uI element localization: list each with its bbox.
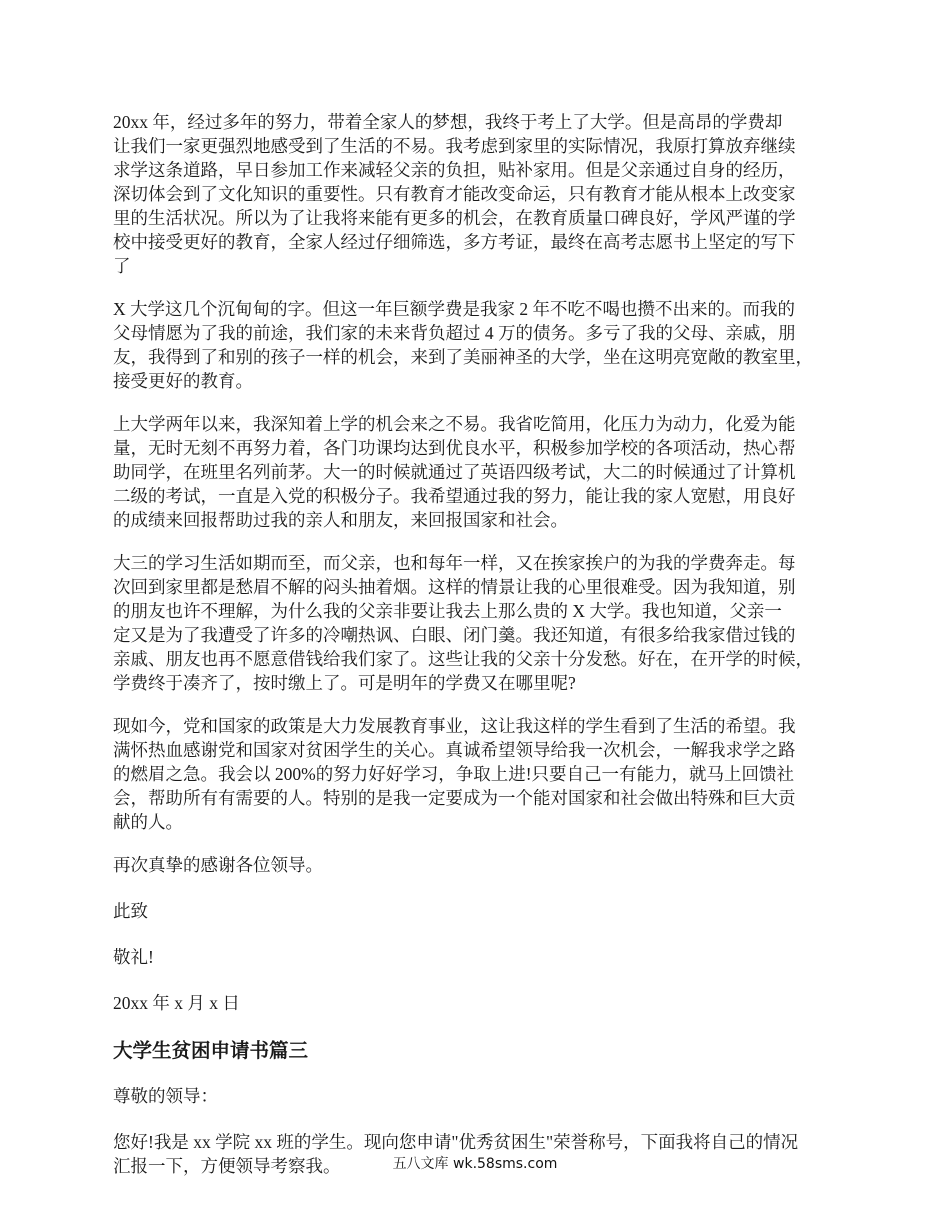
paragraph-1: 20xx 年，经过多年的努力，带着全家人的梦想，我终于考上了大学。但是高昂的学费却 让我们一家更强烈地感受到了生活的不易。我考虑到家里的实际情况，我原打算放弃继续 求学这条道路，早日参加工作来减轻父亲的负担，贴补家用。但是父亲通过自身的经历， 深切体会到了文化知识的重要性。只有教育才能改变命运，只有教育才能从根本上改变家 里的生活状况。所以为了让我将来能有更多的机会，在教育质量口碑良好，学风严谨的学 校中接受更好的教育，全家人经过仔细筛选，多方考证，最终在高考志愿书上坚定的写下 了 [113, 112, 796, 276]
footer-site-text: 五八文库 wk.58sms.com [392, 1156, 558, 1172]
paragraph-2: X 大学这几个沉甸甸的字。但这一年巨额学费是我家 2 年不吃不喝也攒不出来的。而我的 父母情愿为了我的前途，我们家的未来背负超过 4 万的债务。多亏了我的父母、亲戚，朋 友，我得到了和别的孩子一样的机会，来到了美丽神圣的大学，坐在这明亮宽敞的教室里， 接受更好的教育。 [113, 299, 813, 391]
intro-paragraph: 您好!我是 xx 学院 xx 班的学生。现向您申请"优秀贫困生"荣誉称号，下面我将自己的情况 汇报一下，方便领导考察我。 [113, 1132, 799, 1176]
paragraph-5: 现如今，党和国家的政策是大力发展教育事业，这让我这样的学生看到了生活的希望。我 满怀热血感谢党和国家对贫困学生的关心。真诚希望领导给我一次机会，一解我求学之路 的燃眉之急。我会以 200%的努力好好学习，争取上进!只要自己一有能力，就马上回馈社 会，帮助所有有需要的人。特别的是我一定要成为一个能对国家和社会做出特殊和巨大贡 献的人。 [113, 716, 796, 832]
paragraph-3: 上大学两年以来，我深知着上学的机会来之不易。我省吃简用，化压力为动力，化爱为能 量，无时无刻不再努力着，各门功课均达到优良水平，积极参加学校的各项活动，热心帮 助同学，在班里名列前茅。大一的时候就通过了英语四级考试，大二的时候通过了计算机 二级的考试，一直是入党的积极分子。我希望通过我的努力，能让我的家人宽慰，用良好 的成绩来回报帮助过我的亲人和朋友，来回报国家和社会。 [113, 414, 796, 530]
salutation: 尊敬的领导： [113, 1086, 218, 1106]
thanks-line: 再次真挚的感谢各位领导。 [113, 855, 323, 875]
date-line: 20xx 年 x 月 x 日 [113, 993, 240, 1013]
closing-salute: 此致 [113, 901, 148, 921]
closing-regards: 敬礼! [113, 947, 154, 967]
section-heading: 大学生贫困申请书篇三 [113, 1039, 309, 1062]
paragraph-4: 大三的学习生活如期而至，而父亲，也和每年一样，又在挨家挨户的为我的学费奔走。每 次回到家里都是愁眉不解的闷头抽着烟。这样的情景让我的心里很难受。因为我知道，别 的朋友也许不理解，为什么我的父亲非要让我去上那么贵的 X 大学。我也知道，父亲一 定又是为了我遭受了许多的冷嘲热讽、白眼、闭门羹。我还知道，有很多给我家借过钱的 亲戚、朋友也再不愿意借钱给我们家了。这些让我的父亲十分发愁。好在，在开学的时候， 学费终于凑齐了，按时缴上了。可是明年的学费又在哪里呢? [113, 553, 813, 693]
document-body [113, 110, 855, 1197]
